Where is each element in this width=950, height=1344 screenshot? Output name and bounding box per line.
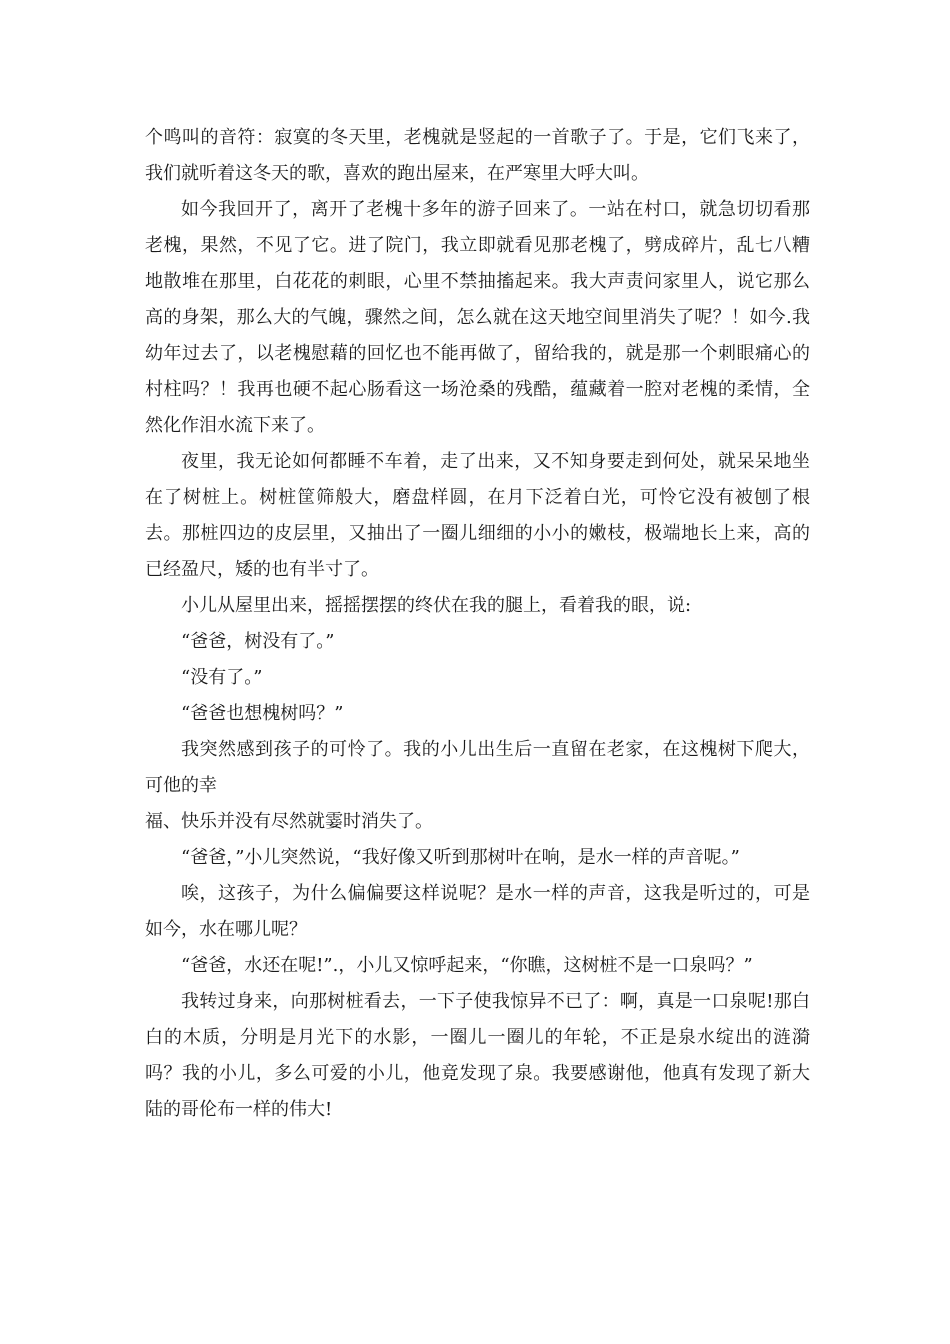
paragraph-4: 小儿从屋里出来，摇摇摆摆的终伏在我的腿上，看着我的眼，说:	[181, 595, 692, 616]
dialogue-line-3: “爸爸也想槐树吗？”	[181, 703, 344, 724]
dialogue-line-2: “没有了。”	[181, 667, 263, 688]
dialogue-line-1: “爸爸，树没有了。”	[181, 631, 335, 652]
essay-body	[145, 120, 810, 1128]
paragraph-7: 唉，这孩子，为什么偏偏要这样说呢？是水一样的声音，这我是听过的，可是如今，水在哪儿呢？	[145, 883, 810, 940]
paragraph-5: 我突然感到孩子的可怜了。我的小儿出生后一直留在老家，在这槐树下爬大，可他的幸	[145, 739, 810, 796]
paragraph-9: 我转过身来，向那树桩看去，一下子使我惊异不已了：啊，真是一口泉呢!那白白的木质，分明是月光下的水影，一圈儿一圈儿的年轮，不正是泉水绽出的涟漪吗？我的小儿，多么可爱的小儿，他竟发现了泉。我要感谢他，他真有发现了新大陆的哥伦布一样的伟大!	[145, 991, 810, 1120]
paragraph-3: 夜里，我无论如何都睡不车着，走了出来，又不知身要走到何处，就呆呆地坐在了树桩上。树桩筐筛般大，磨盘样圆，在月下泛着白光，可怜它没有被刨了根去。那桩四边的皮层里，又抽出了一圈儿细细的小小的嫩枝，极端地长上来，高的已经盈尺，矮的也有半寸了。	[145, 451, 810, 580]
paragraph-2: 如今我回开了，离开了老槐十多年的游子回来了。一站在村口，就急切切看那老槐，果然，不见了它。进了院门，我立即就看见那老槐了，劈成碎片，乱七八糟地散堆在那里，白花花的刺眼，心里不禁抽搐起来。我大声责问家里人，说它那么高的身架，那么大的气魄，骤然之间，怎么就在这天地空间里消失了呢？！如今.我幼年过去了，以老槐慰藉的回忆也不能再做了，留给我的，就是那一个刺眼痛心的村柱吗？！我再也硬不起心肠看这一场沧桑的残酷，蕴藏着一腔对老槐的柔情，全然化作泪水流下来了。	[145, 199, 810, 436]
paragraph-8: “爸爸，水还在呢!”.，小儿又惊呼起来，“你瞧，这树桩不是一口泉吗？”	[181, 955, 753, 976]
paragraph-6: “爸爸，”小儿突然说，“我好像又听到那树叶在响，是水一样的声音呢。”	[181, 847, 740, 868]
paragraph-1: 个鸣叫的音符：寂寞的冬天里，老槐就是竖起的一首歌子了。于是，它们飞来了，我们就听着这冬天的歌，喜欢的跑出屋来，在严寒里大呼大叫。	[145, 127, 810, 184]
paragraph-5-continued: 福、快乐并没有尽然就霎时消失了。	[145, 811, 433, 832]
